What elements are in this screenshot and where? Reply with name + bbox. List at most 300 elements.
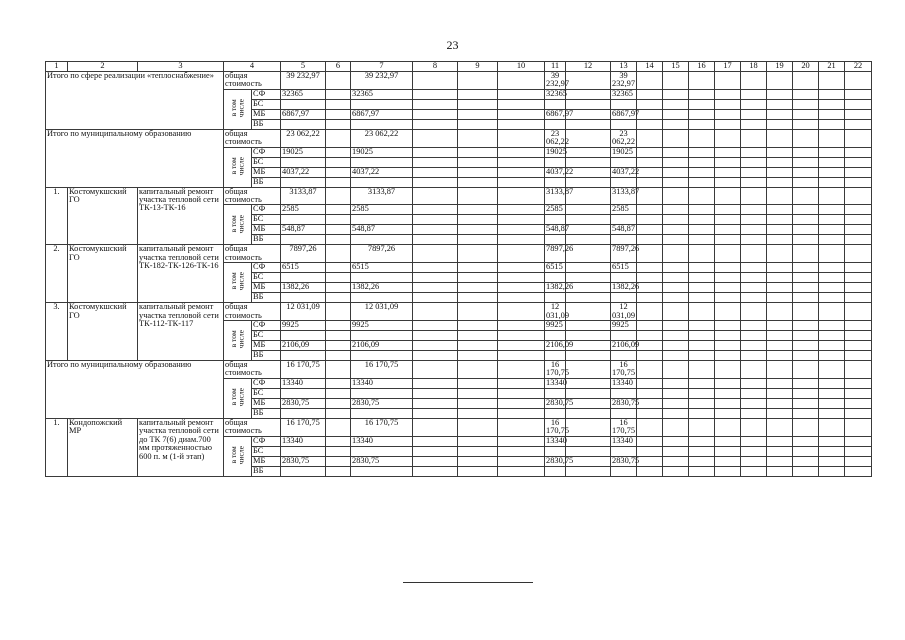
header-cell: 5 — [281, 62, 326, 72]
header-cell: 16 — [689, 62, 715, 72]
value-cell — [326, 321, 351, 331]
value-cell — [793, 147, 819, 157]
header-cell: 21 — [819, 62, 845, 72]
value-cell — [741, 129, 767, 147]
value-cell: 3133,87 — [281, 187, 326, 205]
value-cell — [819, 418, 845, 436]
value-cell — [793, 215, 819, 225]
footer-divider — [403, 582, 533, 583]
value-cell — [566, 89, 611, 99]
value-cell — [715, 157, 741, 167]
value-cell — [689, 147, 715, 157]
value-cell — [793, 245, 819, 263]
header-cell: 4 — [224, 62, 281, 72]
value-cell: 6867,97 — [546, 108, 574, 118]
value-cell — [689, 225, 715, 235]
value-cell — [637, 177, 663, 187]
value-cell: 23 062,22 — [546, 128, 570, 147]
value-cell — [793, 398, 819, 408]
value-cell — [689, 263, 715, 273]
value-cell — [326, 446, 351, 456]
value-cell: 1382,26 — [612, 282, 640, 292]
value-cell — [767, 293, 793, 303]
value-cell: 16 170,75 — [612, 360, 636, 378]
value-cell — [326, 72, 351, 90]
value-cell: 548,87 — [546, 224, 570, 234]
value-cell — [689, 235, 715, 245]
value-cell — [458, 187, 498, 205]
value-cell — [326, 331, 351, 341]
value-cell — [663, 293, 689, 303]
value-cell: 13340 — [351, 378, 413, 388]
total-cost-label: общая стоимость — [224, 245, 281, 263]
value-cell — [498, 235, 545, 245]
value-cell — [413, 157, 458, 167]
value-cell — [715, 341, 741, 351]
value-cell — [767, 361, 793, 379]
value-cell — [637, 398, 663, 408]
value-cell — [689, 303, 715, 321]
value-cell — [326, 263, 351, 273]
value-cell — [498, 293, 545, 303]
value-cell — [458, 225, 498, 235]
value-cell: 7897,26 — [611, 245, 637, 263]
value-cell — [545, 466, 566, 476]
value-cell — [741, 408, 767, 418]
value-cell — [498, 436, 545, 446]
value-cell — [793, 89, 819, 99]
value-cell — [498, 378, 545, 388]
value-cell — [793, 177, 819, 187]
item-description: капитальный ремонт участка тепловой сети ТК-182-ТК-126-ТК-16 — [138, 245, 224, 303]
value-cell — [326, 388, 351, 398]
value-cell: 9925 — [351, 321, 413, 331]
value-cell — [767, 388, 793, 398]
funding-source: ВБ — [252, 351, 281, 361]
value-cell — [637, 129, 663, 147]
value-cell — [767, 303, 793, 321]
including-label-text: в том числе — [228, 445, 246, 465]
value-cell: 12 031,09 — [281, 303, 326, 321]
value-cell — [715, 215, 741, 225]
value-cell — [767, 418, 793, 436]
including-label — [224, 378, 252, 418]
value-cell — [767, 378, 793, 388]
value-cell — [458, 157, 498, 167]
total-cost-label: общая стоимость — [224, 72, 281, 90]
value-cell — [819, 436, 845, 446]
value-cell — [819, 446, 845, 456]
item-number: 2. — [46, 245, 68, 303]
value-cell — [689, 109, 715, 119]
value-cell — [845, 293, 872, 303]
value-cell — [793, 418, 819, 436]
value-cell — [458, 466, 498, 476]
value-cell — [326, 177, 351, 187]
value-cell — [545, 235, 566, 245]
value-cell — [413, 245, 458, 263]
table-row — [46, 303, 872, 321]
value-cell: 16 170,75 — [612, 417, 636, 436]
value-cell — [413, 341, 458, 351]
value-cell — [663, 456, 689, 466]
value-cell — [637, 408, 663, 418]
value-cell — [689, 72, 715, 90]
value-cell — [793, 466, 819, 476]
value-cell: 16 170,75 — [351, 418, 413, 436]
value-cell — [767, 215, 793, 225]
value-cell — [663, 361, 689, 379]
value-cell — [741, 436, 767, 446]
value-cell — [741, 245, 767, 263]
value-cell — [689, 89, 715, 99]
value-cell — [767, 109, 793, 119]
value-cell — [741, 303, 767, 321]
value-cell: 1382,26 — [546, 282, 574, 292]
header-cell: 3 — [138, 62, 224, 72]
value-cell — [281, 466, 326, 476]
funding-source: МБ — [252, 225, 281, 235]
value-cell — [611, 119, 637, 129]
value-cell — [845, 72, 872, 90]
value-cell — [498, 361, 545, 379]
value-cell — [715, 119, 741, 129]
value-cell — [566, 129, 611, 147]
value-cell — [611, 293, 637, 303]
value-cell — [351, 466, 413, 476]
value-cell — [793, 331, 819, 341]
item-description: капитальный ремонт участка тепловой сети ТК-112-ТК-117 — [138, 303, 224, 361]
value-cell — [326, 466, 351, 476]
value-cell — [458, 245, 498, 263]
value-cell — [281, 235, 326, 245]
table-row — [46, 245, 872, 263]
value-cell: 2106,09 — [612, 340, 640, 350]
value-cell — [689, 99, 715, 109]
value-cell — [458, 273, 498, 283]
value-cell: 12 031,09 — [612, 302, 636, 320]
value-cell — [767, 408, 793, 418]
value-cell: 548,87 — [281, 225, 326, 235]
value-cell — [566, 235, 611, 245]
value-cell — [566, 303, 611, 321]
value-cell — [326, 245, 351, 263]
value-cell — [611, 157, 637, 167]
value-cell — [689, 418, 715, 436]
value-cell — [845, 157, 872, 167]
funding-source: МБ — [252, 341, 281, 351]
value-cell — [715, 187, 741, 205]
value-cell — [741, 456, 767, 466]
value-cell — [545, 157, 566, 167]
value-cell — [689, 129, 715, 147]
value-cell — [566, 119, 611, 129]
value-cell — [566, 293, 611, 303]
value-cell — [566, 418, 611, 436]
value-cell — [663, 273, 689, 283]
value-cell — [611, 408, 637, 418]
value-cell — [413, 398, 458, 408]
value-cell — [637, 466, 663, 476]
funding-source: СФ — [252, 89, 281, 99]
value-cell: 16 170,75 — [281, 418, 326, 436]
value-cell — [413, 321, 458, 331]
value-cell — [458, 303, 498, 321]
funding-source: СФ — [252, 436, 281, 446]
value-cell — [545, 99, 566, 109]
value-cell — [637, 418, 663, 436]
value-cell: 16 170,75 — [351, 361, 413, 379]
value-cell — [545, 273, 566, 283]
value-cell — [545, 351, 566, 361]
value-cell: 4037,22 — [612, 166, 640, 176]
value-cell — [689, 436, 715, 446]
value-cell — [715, 436, 741, 446]
value-cell — [715, 331, 741, 341]
value-cell — [767, 129, 793, 147]
table-row — [46, 418, 872, 436]
value-cell — [351, 157, 413, 167]
value-cell — [326, 408, 351, 418]
funding-source: БС — [252, 157, 281, 167]
value-cell: 19025 — [281, 147, 326, 157]
value-cell — [715, 129, 741, 147]
funding-source: ВБ — [252, 235, 281, 245]
value-cell — [793, 72, 819, 90]
value-cell — [845, 129, 872, 147]
value-cell — [637, 109, 663, 119]
value-cell — [326, 378, 351, 388]
value-cell — [566, 436, 611, 446]
value-cell — [715, 89, 741, 99]
value-cell — [498, 418, 545, 436]
value-cell — [715, 388, 741, 398]
value-cell — [637, 205, 663, 215]
value-cell — [498, 408, 545, 418]
value-cell — [498, 456, 545, 466]
value-cell — [611, 273, 637, 283]
value-cell — [566, 361, 611, 379]
value-cell — [715, 167, 741, 177]
value-cell — [819, 388, 845, 398]
value-cell — [458, 177, 498, 187]
funding-source: ВБ — [252, 293, 281, 303]
value-cell: 13340 — [611, 378, 637, 388]
value-cell — [637, 446, 663, 456]
value-cell — [545, 177, 566, 187]
value-cell — [819, 147, 845, 157]
value-cell — [326, 351, 351, 361]
value-cell — [326, 235, 351, 245]
funding-source: МБ — [252, 398, 281, 408]
value-cell — [793, 99, 819, 109]
value-cell — [498, 72, 545, 90]
value-cell: 2830,75 — [281, 398, 326, 408]
value-cell — [281, 215, 326, 225]
value-cell — [715, 361, 741, 379]
value-cell — [326, 157, 351, 167]
funding-source: СФ — [252, 147, 281, 157]
value-cell: 1382,26 — [281, 283, 326, 293]
value-cell — [458, 293, 498, 303]
funding-source: СФ — [252, 378, 281, 388]
value-cell — [637, 331, 663, 341]
total-cost-label: общая стоимость — [224, 187, 281, 205]
value-cell — [498, 398, 545, 408]
value-cell — [458, 89, 498, 99]
header-cell: 2 — [68, 62, 138, 72]
value-cell — [819, 321, 845, 331]
value-cell — [715, 177, 741, 187]
total-cost-label: общая стоимость — [224, 129, 281, 147]
value-cell: 548,87 — [612, 224, 636, 234]
value-cell — [545, 119, 566, 129]
value-cell — [458, 341, 498, 351]
value-cell — [845, 418, 872, 436]
value-cell — [689, 341, 715, 351]
table-row — [46, 187, 872, 205]
value-cell — [715, 283, 741, 293]
value-cell: 9925 — [281, 321, 326, 331]
value-cell — [566, 408, 611, 418]
value-cell — [819, 245, 845, 263]
value-cell — [819, 331, 845, 341]
value-cell — [326, 283, 351, 293]
value-cell — [413, 388, 458, 398]
value-cell — [819, 177, 845, 187]
value-cell — [715, 408, 741, 418]
value-cell: 6515 — [281, 263, 326, 273]
value-cell — [689, 273, 715, 283]
value-cell — [663, 446, 689, 456]
value-cell — [715, 99, 741, 109]
value-cell — [413, 205, 458, 215]
value-cell — [326, 456, 351, 466]
value-cell — [458, 361, 498, 379]
value-cell — [793, 225, 819, 235]
group-label: Итого по сфере реализации «теплоснабжение» — [46, 72, 224, 130]
header-cell: 12 — [566, 62, 611, 72]
value-cell — [767, 321, 793, 331]
value-cell — [663, 205, 689, 215]
funding-source: БС — [252, 446, 281, 456]
value-cell: 12 031,09 — [546, 302, 570, 320]
value-cell — [566, 378, 611, 388]
value-cell — [351, 446, 413, 456]
value-cell — [845, 303, 872, 321]
funding-source: МБ — [252, 167, 281, 177]
funding-source: БС — [252, 99, 281, 109]
value-cell — [793, 283, 819, 293]
value-cell — [566, 263, 611, 273]
value-cell — [819, 456, 845, 466]
value-cell — [281, 177, 326, 187]
value-cell: 2585 — [351, 205, 413, 215]
including-label — [224, 263, 252, 303]
value-cell: 9925 — [611, 321, 637, 331]
value-cell — [819, 361, 845, 379]
value-cell — [611, 446, 637, 456]
value-cell — [767, 436, 793, 446]
value-cell: 7897,26 — [351, 245, 413, 263]
value-cell — [715, 293, 741, 303]
value-cell — [566, 351, 611, 361]
value-cell — [793, 303, 819, 321]
value-cell: 13340 — [351, 436, 413, 446]
value-cell — [741, 177, 767, 187]
value-cell — [741, 225, 767, 235]
value-cell — [767, 157, 793, 167]
value-cell — [845, 89, 872, 99]
funding-source: БС — [252, 388, 281, 398]
value-cell — [715, 245, 741, 263]
value-cell — [566, 99, 611, 109]
value-cell: 13340 — [281, 436, 326, 446]
value-cell — [611, 177, 637, 187]
value-cell — [498, 303, 545, 321]
value-cell — [689, 187, 715, 205]
value-cell — [767, 466, 793, 476]
value-cell — [566, 321, 611, 331]
value-cell — [819, 129, 845, 147]
value-cell — [413, 235, 458, 245]
funding-source: СФ — [252, 263, 281, 273]
value-cell — [351, 293, 413, 303]
value-cell — [458, 235, 498, 245]
value-cell — [566, 446, 611, 456]
value-cell — [326, 436, 351, 446]
value-cell — [819, 119, 845, 129]
value-cell — [663, 72, 689, 90]
value-cell — [845, 436, 872, 446]
value-cell — [715, 351, 741, 361]
value-cell: 23 062,22 — [612, 128, 636, 147]
total-cost-label: общая стоимость — [224, 418, 281, 436]
header-cell: 18 — [741, 62, 767, 72]
value-cell — [689, 398, 715, 408]
value-cell — [281, 331, 326, 341]
value-cell — [715, 205, 741, 215]
value-cell — [498, 341, 545, 351]
header-cell: 11 — [545, 62, 566, 72]
value-cell — [413, 361, 458, 379]
value-cell: 6867,97 — [351, 109, 413, 119]
value-cell — [413, 408, 458, 418]
value-cell — [458, 119, 498, 129]
including-label-text: в том числе — [228, 98, 246, 118]
value-cell — [663, 408, 689, 418]
value-cell — [498, 177, 545, 187]
value-cell: 2830,75 — [281, 456, 326, 466]
value-cell — [715, 72, 741, 90]
value-cell — [498, 225, 545, 235]
item-description: капитальный ремонт участка тепловой сети ТК-13-ТК-16 — [138, 187, 224, 245]
value-cell — [413, 177, 458, 187]
including-label-text: в том числе — [228, 272, 246, 291]
value-cell — [498, 187, 545, 205]
header-cell: 14 — [637, 62, 663, 72]
value-cell — [845, 321, 872, 331]
value-cell — [637, 215, 663, 225]
value-cell — [741, 293, 767, 303]
value-cell — [637, 436, 663, 446]
value-cell — [498, 388, 545, 398]
value-cell — [663, 167, 689, 177]
value-cell — [611, 351, 637, 361]
header-cell: 17 — [715, 62, 741, 72]
item-organization: Костомукшский ГО — [68, 303, 138, 361]
value-cell — [326, 205, 351, 215]
